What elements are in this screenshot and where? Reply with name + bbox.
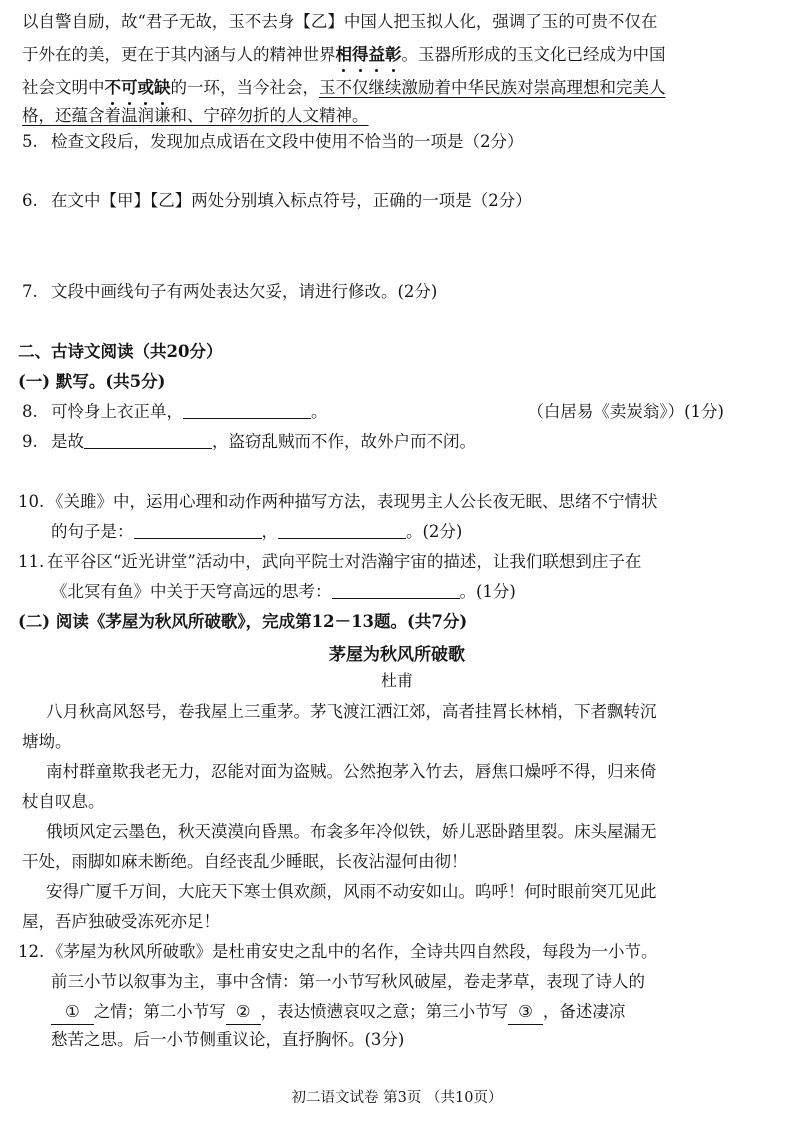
emphasis-dot: 相: [336, 43, 353, 67]
answer-blank[interactable]: [332, 582, 460, 599]
question-text: ，表达愤懑哀叹之意；第三小节写: [260, 1002, 509, 1021]
poem-paragraph-3-cont: [22, 850, 772, 874]
poem-paragraph-4: [46, 880, 772, 904]
passage-line-1: [22, 10, 772, 34]
poem-text: 杖自叹息。: [22, 792, 105, 811]
answer-blank[interactable]: [84, 432, 212, 449]
question-text: ，: [261, 522, 278, 541]
question-number: 8.: [22, 402, 38, 421]
emphasis-dot: 可: [121, 76, 138, 100]
answer-blank-2[interactable]: [278, 522, 406, 539]
emphasis-dot: 得: [352, 43, 369, 67]
question-number: 11.: [18, 552, 45, 571]
question-11: [18, 550, 772, 574]
question-number: 7.: [22, 282, 38, 301]
answer-blank[interactable]: [183, 402, 311, 419]
section-title: 二、古诗文阅读（共20分）: [18, 342, 223, 361]
question-text: 《北冥有鱼》中关于天穹高远的思考：: [51, 582, 332, 601]
question-text: 之情；第二小节写: [93, 1002, 226, 1021]
question-6: [22, 189, 772, 213]
question-text: 愁苦之思。后一小节侧重议论，直抒胸怀。(3分): [51, 1030, 405, 1049]
question-text: 《茅屋为秋风所破歌》是杜甫安史之乱中的名作，全诗共四自然段，每段为一小节。: [47, 942, 658, 961]
question-text: 。: [311, 402, 328, 421]
question-9: [22, 430, 772, 454]
question-number: 5.: [22, 132, 38, 151]
poem-paragraph-1: [46, 700, 772, 724]
poem-paragraph-4-cont: [22, 910, 772, 934]
question-10-line-2: [51, 520, 772, 544]
passage-text: 。玉器所形成的玉文化已经成为中国: [401, 45, 666, 64]
passage-text: 的一环，当今社会，: [170, 78, 319, 97]
question-number: 9.: [22, 432, 38, 451]
question-text: ，备述凄凉: [542, 1002, 626, 1021]
poem-text: 安得广厦千万间，大庇天下寒士俱欢颜，风雨不动安如山。呜呼！何时眼前突兀见此: [46, 882, 657, 901]
poem-paragraph-2: [46, 760, 772, 784]
question-10: [18, 490, 772, 514]
poem-text: 干处，雨脚如麻未断绝。自经丧乱少睡眠，长夜沾湿何由彻！: [22, 852, 468, 871]
question-5: [22, 130, 772, 154]
poem-text: 俄顷风定云墨色，秋天漠漠向昏黑。布衾多年冷似铁，娇儿恶卧踏里裂。床头屋漏无: [46, 822, 657, 841]
passage-line-4: [22, 104, 772, 128]
question-text: 在平谷区“近光讲堂”活动中，武向平院士对浩瀚宇宙的描述，让我们联想到庄子在: [47, 552, 642, 571]
question-12-line-2: [51, 970, 772, 994]
poem-text: 南村群童欺我老无力，忍能对面为盗贼。公然抱茅入竹去，唇焦口燥呼不得，归来倚: [46, 762, 657, 781]
part-title: (一) 默写。(共5分): [18, 372, 166, 391]
dotted-idiom-1: [336, 45, 402, 64]
question-text: 的句子是：: [51, 522, 134, 541]
poem-title: 茅屋为秋风所破歌: [329, 645, 465, 665]
question-number: 10.: [18, 492, 45, 511]
answer-blank-3[interactable]: ③: [508, 1000, 543, 1025]
question-number: 6.: [22, 191, 38, 210]
passage-line-2: [22, 43, 772, 67]
question-number: 12.: [18, 942, 45, 961]
question-text: 《关雎》中，运用心理和动作两种描写方法，表现男主人公长夜无眠、思绪不宁情状: [47, 492, 658, 511]
page-footer: 初二语文试卷 第3页 （共10页）: [291, 1090, 503, 1106]
answer-blank-1[interactable]: ①: [51, 1000, 94, 1025]
question-text: ，盗窃乱贼而不作，故外户而不闭。: [212, 432, 476, 451]
question-7: [22, 280, 772, 304]
question-text: 是故: [51, 432, 84, 451]
question-12: [18, 940, 772, 964]
emphasis-dot: 或: [138, 76, 155, 100]
poem-paragraph-1-cont: [22, 730, 772, 754]
question-text: 在文中【甲】【乙】两处分别填入标点符号，正确的一项是（2分）: [51, 191, 532, 210]
question-text: 可怜身上衣正单，: [51, 402, 183, 421]
question-text: 前三小节以叙事为主，事中含情：第一小节写秋风破屋，卷走茅草，表现了诗人的: [51, 972, 645, 991]
question-text: 文段中画线句子有两处表达欠妥，请进行修改。(2分): [51, 282, 438, 301]
part-title: (二) 阅读《茅屋为秋风所破歌》，完成第12－13题。(共7分): [18, 612, 468, 631]
passage-text: 于外在的美，更在于其内涵与人的精神世界: [22, 45, 336, 64]
poem-paragraph-2-cont: [22, 790, 772, 814]
answer-blank-1[interactable]: [134, 522, 262, 539]
question-12-line-4: [51, 1028, 772, 1052]
dotted-idiom-2: [105, 78, 171, 97]
poem-text: 屋，吾庐独破受冻死亦足！: [22, 912, 220, 931]
poem-paragraph-3: [46, 820, 772, 844]
passage-line-3: [22, 76, 772, 100]
underlined-sentence: 玉不仅继续激励着中华民族对崇高理想和完美人: [319, 78, 666, 97]
question-text: 。(2分): [406, 522, 463, 541]
passage-text: 社会文明中: [22, 78, 105, 97]
question-text: 检查文段后，发现加点成语在文段中使用不恰当的一项是（2分）: [51, 132, 524, 151]
emphasis-dot: 不: [105, 76, 122, 100]
question-12-line-3: [51, 1000, 772, 1025]
poem-text: 塘坳。: [22, 732, 72, 751]
source-note: （白居易《卖炭翁》）(1分): [527, 402, 724, 421]
question-11-line-2: [51, 580, 772, 604]
poem-author: 杜甫: [380, 671, 413, 690]
emphasis-dot: 缺: [154, 76, 171, 100]
question-8: [22, 400, 772, 424]
emphasis-dot: 益: [369, 43, 386, 67]
question-text: 。(1分): [459, 582, 516, 601]
answer-blank-2[interactable]: ②: [226, 1000, 261, 1025]
poem-text: 八月秋高风怒号，卷我屋上三重茅。茅飞渡江洒江郊，高者挂罥长林梢，下者飘转沉: [46, 702, 657, 721]
emphasis-dot: 彰: [385, 43, 402, 67]
underlined-sentence: 格，还蕴含着温润谦和、宁碎勿折的人文精神。: [22, 106, 369, 125]
passage-text: 以自警自励，故“君子无故，玉不去身【乙】中国人把玉拟人化，强调了玉的可贵不仅在: [22, 12, 658, 31]
